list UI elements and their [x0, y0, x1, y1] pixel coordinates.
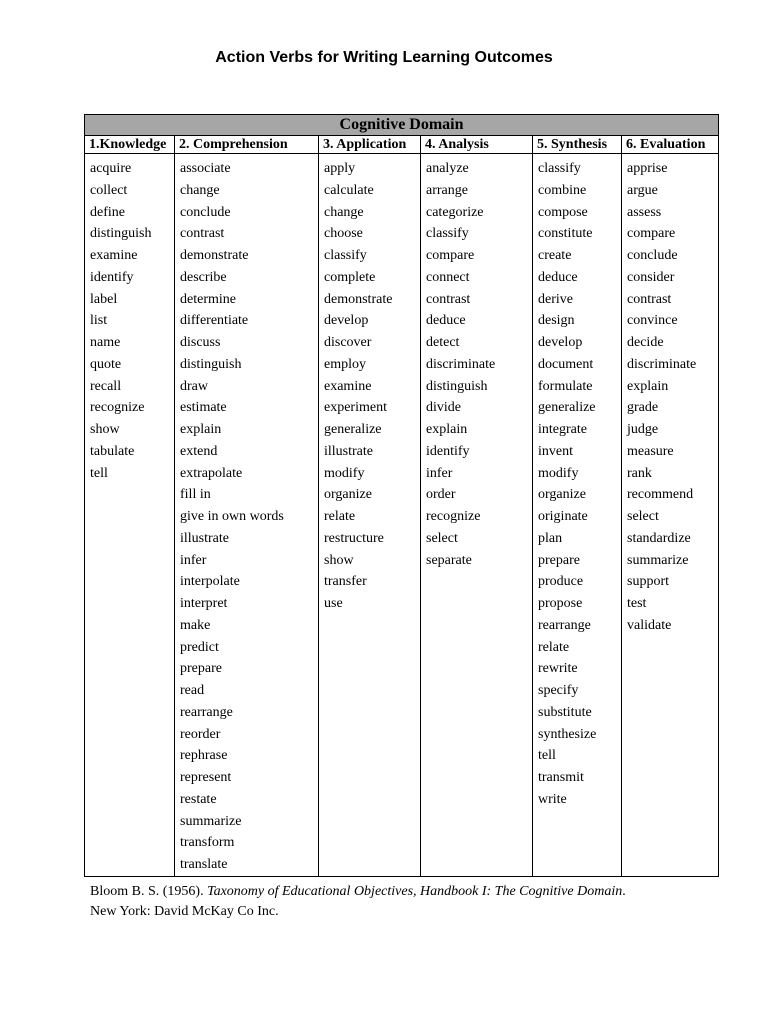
citation-title: Taxonomy of Educational Objectives, Handbook I: The Cognitive Domain [207, 884, 623, 899]
verb-item: convince [627, 313, 678, 329]
verb-item: divide [426, 400, 461, 416]
domain-header: Cognitive Domain [85, 115, 719, 136]
verb-item: select [426, 530, 458, 546]
verb-item: recall [90, 378, 122, 394]
verb-item: define [90, 204, 125, 220]
verb-list [90, 158, 174, 484]
verb-item: classify [426, 226, 469, 242]
verb-row [85, 154, 719, 877]
verb-item: represent [180, 770, 232, 785]
verb-item: predict [180, 639, 219, 655]
verb-column [85, 154, 175, 877]
verb-item: list [90, 313, 108, 329]
verb-column [319, 154, 421, 877]
column-header-row [85, 136, 719, 154]
verb-item: distinguish [426, 378, 488, 394]
verb-column [421, 154, 533, 877]
verb-item: make [180, 617, 211, 633]
verb-item: name [90, 335, 121, 350]
column-header: 3. Application [319, 136, 421, 154]
verb-item: modify [538, 465, 579, 481]
verb-item: demonstrate [324, 291, 393, 307]
verb-item: identify [426, 443, 470, 459]
verb-item: relate [538, 639, 570, 655]
verb-item: compare [627, 226, 676, 242]
verb-item: write [538, 791, 567, 807]
verb-item: specify [538, 683, 579, 698]
verb-item: distinguish [90, 226, 152, 242]
column-header: 2. Comprehension [175, 136, 319, 154]
verb-item: judge [627, 422, 659, 437]
verb-item: recognize [90, 400, 145, 416]
verb-item: relate [324, 509, 356, 524]
verb-item: rearrange [538, 617, 591, 633]
verb-item: transfer [324, 574, 367, 590]
verb-column [622, 154, 719, 877]
verb-item: organize [324, 487, 372, 503]
verb-item: generalize [538, 400, 596, 416]
verb-item: use [324, 596, 343, 611]
verb-item: change [180, 182, 220, 198]
verb-list [324, 158, 420, 615]
verb-item: distinguish [180, 356, 242, 372]
verb-item: propose [538, 596, 583, 611]
verb-item: recommend [627, 487, 694, 503]
verb-item: develop [538, 335, 583, 350]
verb-list [538, 158, 621, 811]
verb-item: quote [90, 356, 122, 372]
verb-item: constitute [538, 226, 593, 242]
verb-list [180, 158, 318, 876]
verb-item: explain [627, 378, 669, 394]
verb-item: derive [538, 291, 573, 307]
verb-list [426, 158, 532, 571]
verb-item: experiment [324, 400, 387, 416]
verb-item: document [538, 356, 594, 372]
verb-item: classify [538, 161, 581, 176]
verb-item: show [90, 422, 120, 437]
verb-item: show [324, 552, 354, 568]
verb-item: support [627, 574, 669, 590]
verb-item: discriminate [627, 356, 697, 372]
verb-item: explain [426, 422, 468, 437]
verb-item: recognize [426, 509, 481, 524]
verb-item: deduce [538, 269, 578, 285]
verb-item: assess [627, 204, 662, 220]
verb-item: acquire [90, 161, 132, 176]
verb-item: detect [426, 335, 460, 350]
column-header: 1.Knowledge [85, 136, 175, 154]
verb-item: test [627, 596, 647, 611]
verb-item: standardize [627, 530, 691, 546]
verb-item: argue [627, 182, 658, 198]
verb-item: estimate [180, 400, 227, 416]
verb-list [627, 158, 718, 637]
verb-item: determine [180, 291, 236, 307]
citation-author: Bloom B. S. (1956). [90, 884, 208, 899]
verb-item: formulate [538, 378, 593, 394]
verb-item: contrast [426, 291, 471, 307]
verb-item: rank [627, 465, 652, 481]
verb-item: conclude [180, 204, 231, 220]
verb-item: reorder [180, 726, 221, 742]
verb-item: restructure [324, 530, 384, 546]
verb-item: grade [627, 400, 659, 416]
verb-item: infer [426, 465, 453, 481]
verb-item: identify [90, 269, 134, 285]
page-title: Action Verbs for Writing Learning Outcomes [215, 49, 553, 66]
verb-item: describe [180, 269, 227, 285]
verb-item: organize [538, 487, 586, 503]
verb-item: translate [180, 857, 228, 872]
verb-item: modify [324, 465, 365, 481]
verb-item: differentiate [180, 313, 249, 329]
column-header: 4. Analysis [421, 136, 533, 154]
verb-item: associate [180, 161, 231, 176]
verb-item: interpolate [180, 574, 240, 590]
verb-item: rearrange [180, 704, 233, 720]
verb-item: apply [324, 161, 356, 176]
verb-item: decide [627, 335, 664, 350]
verb-item: examine [90, 248, 138, 263]
verb-item: generalize [324, 422, 382, 437]
verb-item: discover [324, 335, 372, 350]
verb-item: tell [538, 748, 556, 764]
verb-item: draw [180, 378, 208, 394]
verb-item: calculate [324, 182, 374, 198]
verb-item: extrapolate [180, 465, 243, 481]
verb-item: conclude [627, 248, 678, 263]
verb-item: connect [426, 269, 470, 285]
verb-item: rewrite [538, 661, 578, 677]
verb-item: apprise [627, 161, 668, 176]
verb-item: change [324, 204, 364, 220]
verb-item: select [627, 509, 659, 524]
verb-item: choose [324, 226, 363, 242]
verb-item: consider [627, 269, 675, 285]
verb-item: substitute [538, 704, 592, 720]
verb-item: illustrate [324, 443, 373, 459]
verb-item: transmit [538, 770, 584, 785]
verb-item: plan [538, 530, 563, 546]
verb-item: extend [180, 443, 218, 459]
verb-item: classify [324, 248, 367, 263]
verb-item: combine [538, 182, 587, 198]
verb-item: restate [180, 791, 217, 807]
verb-item: compare [426, 248, 475, 263]
verb-item: deduce [426, 313, 466, 329]
citation [90, 882, 730, 922]
verb-item: originate [538, 509, 588, 524]
column-header: 5. Synthesis [533, 136, 622, 154]
verb-item: order [426, 487, 456, 503]
verb-item: complete [324, 269, 376, 285]
verb-item: separate [426, 552, 472, 568]
verb-item: discuss [180, 335, 221, 350]
verb-item: analyze [426, 161, 469, 176]
verb-item: produce [538, 574, 584, 590]
verb-item: give in own words [180, 509, 284, 524]
verb-item: discriminate [426, 356, 496, 372]
verb-item: invent [538, 443, 573, 459]
verb-column [175, 154, 319, 877]
verb-item: create [538, 248, 572, 263]
verb-item: demonstrate [180, 248, 249, 263]
citation-publisher: New York: David McKay Co Inc. [90, 904, 279, 919]
citation-period: . [622, 884, 626, 899]
verb-item: design [538, 313, 575, 329]
verb-item: rephrase [180, 748, 228, 764]
verb-item: prepare [180, 661, 222, 677]
verb-item: label [90, 291, 118, 307]
verb-item: measure [627, 443, 674, 459]
verb-item: categorize [426, 204, 484, 220]
verb-item: synthesize [538, 726, 597, 742]
verb-item: examine [324, 378, 372, 394]
column-header: 6. Evaluation [622, 136, 719, 154]
verb-item: integrate [538, 422, 587, 437]
verb-item: contrast [627, 291, 672, 307]
verb-item: validate [627, 617, 672, 633]
verb-item: illustrate [180, 530, 229, 546]
verb-item: employ [324, 356, 366, 372]
verb-item: collect [90, 182, 128, 198]
verb-item: tell [90, 465, 108, 481]
verb-item: explain [180, 422, 222, 437]
verb-item: contrast [180, 226, 225, 242]
verb-item: tabulate [90, 443, 135, 459]
cognitive-domain-table [84, 114, 719, 877]
verb-column [533, 154, 622, 877]
verb-item: prepare [538, 552, 580, 568]
verb-item: interpret [180, 596, 228, 611]
verb-item: summarize [180, 813, 242, 829]
verb-item: read [180, 683, 205, 698]
citation-line-1 [90, 882, 730, 902]
verb-item: compose [538, 204, 588, 220]
verb-item: develop [324, 313, 369, 329]
verb-item: summarize [627, 552, 689, 568]
verb-item: fill in [180, 487, 211, 503]
verb-item: infer [180, 552, 207, 568]
verb-item: arrange [426, 182, 468, 198]
verb-item: transform [180, 835, 235, 851]
